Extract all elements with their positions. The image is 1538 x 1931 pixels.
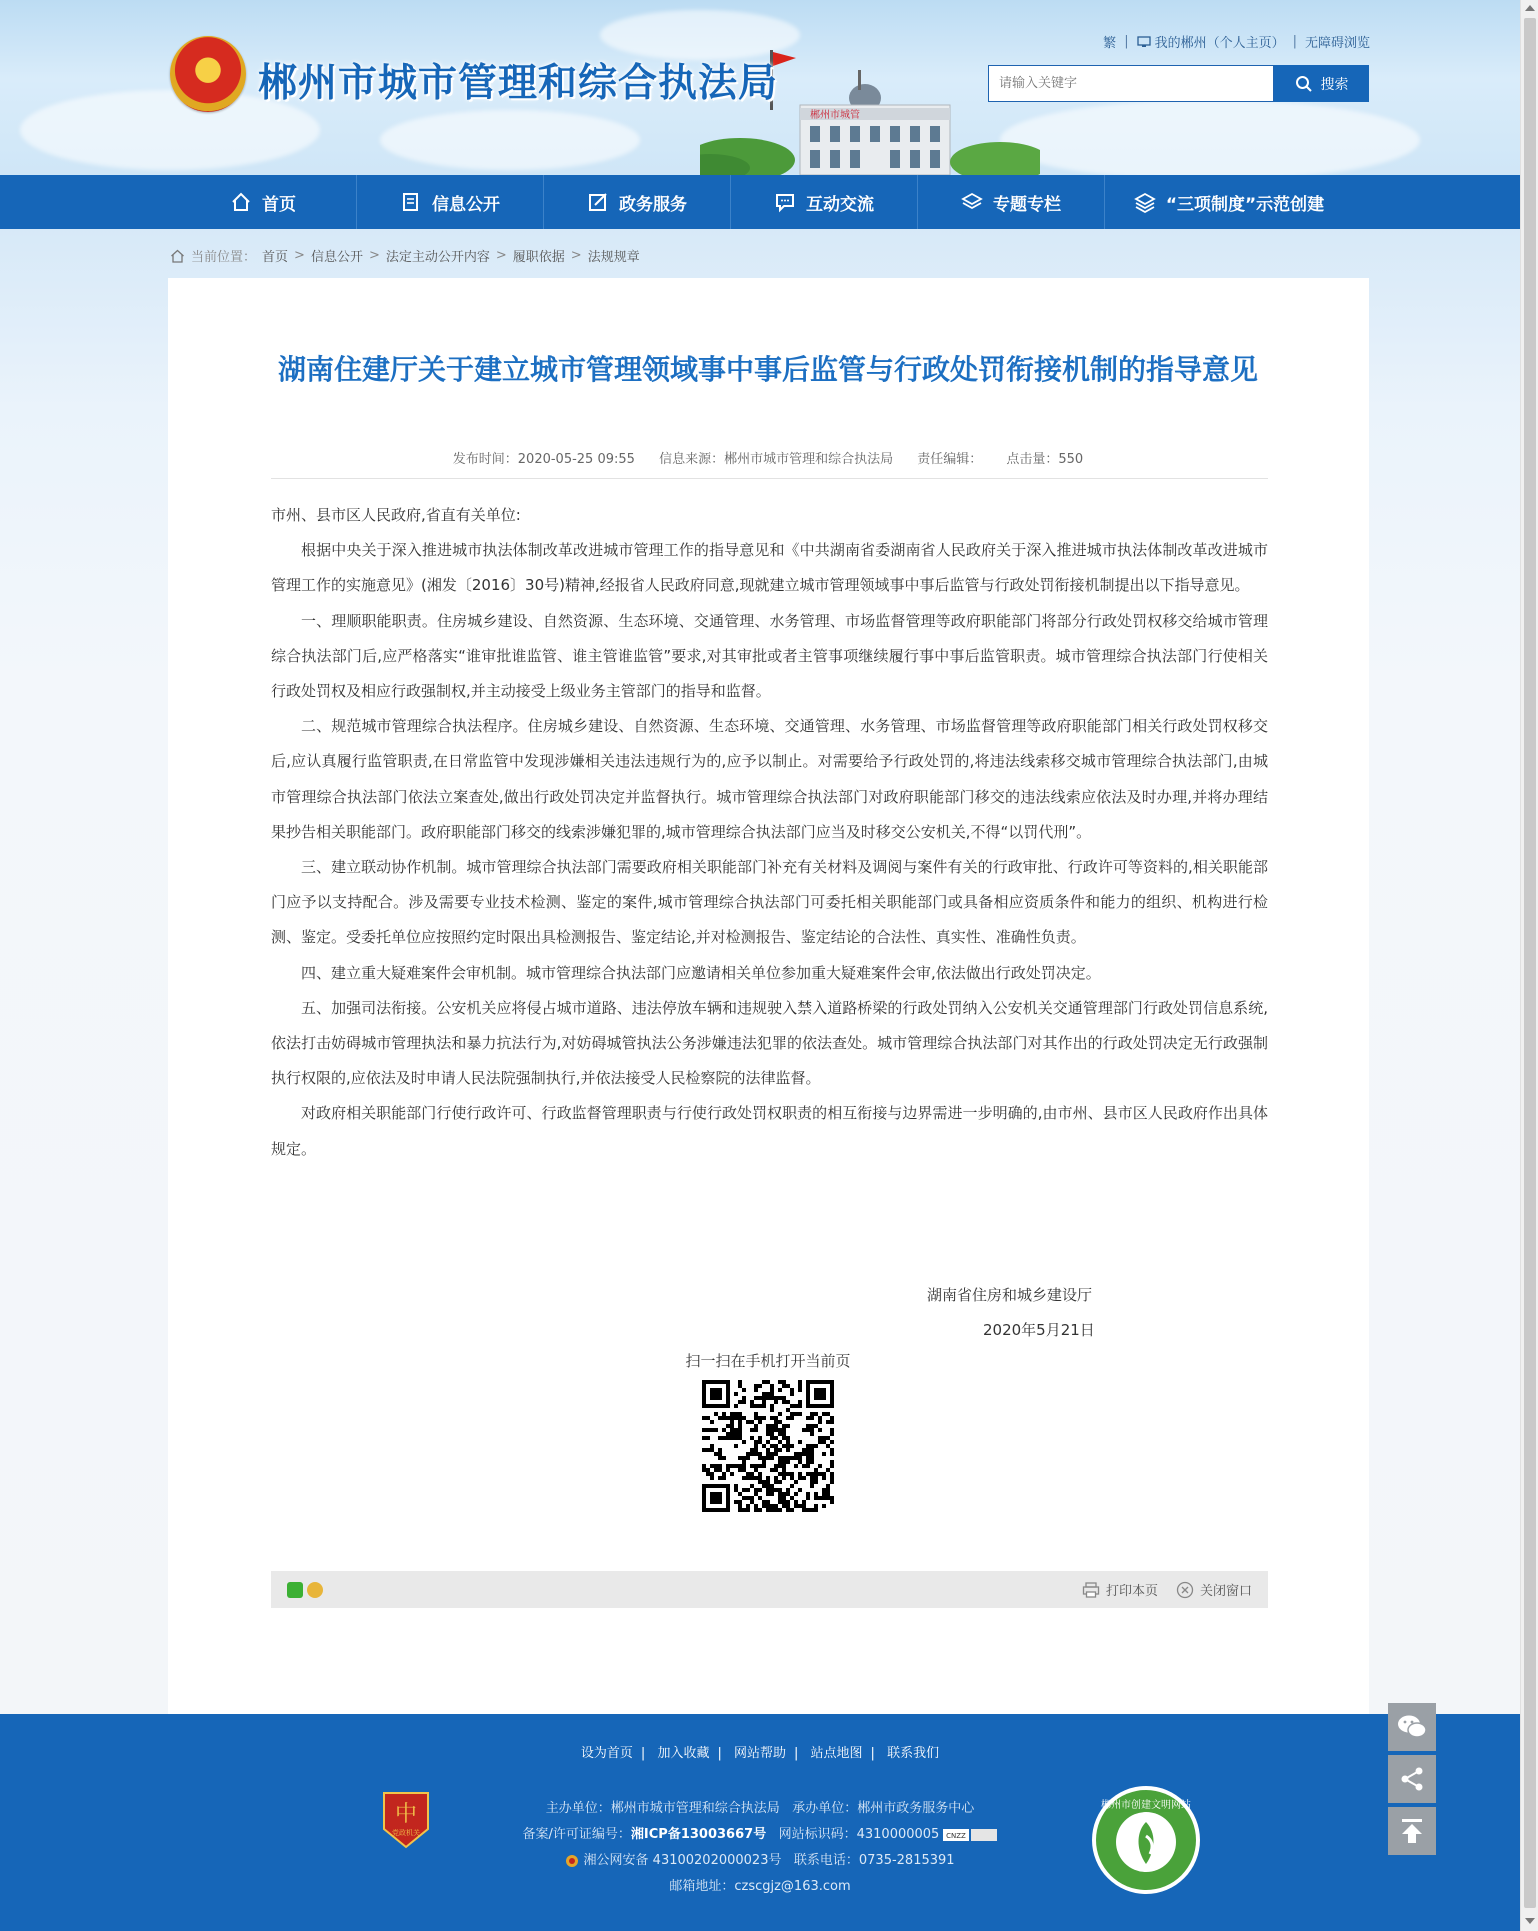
nav-home-label: 首页 <box>262 194 296 215</box>
search-icon <box>1295 75 1313 93</box>
my-chenzhou-label: 我的郴州（个人主页） <box>1154 36 1285 51</box>
footer-link-sitemap[interactable]: 站点地图 <box>810 1746 863 1761</box>
wechat-float-button[interactable] <box>1388 1703 1436 1751</box>
weibo-share-icon[interactable] <box>307 1582 323 1598</box>
footer-icp-label: 备案/许可证编号： <box>522 1827 631 1842</box>
print-button[interactable] <box>1082 1580 1158 1599</box>
print-label: 打印本页 <box>1105 1584 1158 1599</box>
paragraph: 一、理顺职能职责。住房城乡建设、自然资源、生态环境、交通管理、水务管理、市场监督管理等政府职能部门将部分行政处罚权移交给城市管理综合执法部门后,应严格落实“谁审批谁监管、谁主管谁监管”要求,对其审批或者主管事项继续履行事中事后监管职责。城市管理综合执法部门行使相关行政处罚权及相应行政强制权,并主动接受上级业务主管部门的指导和监督。 <box>271 611 1268 701</box>
wechat-icon <box>1397 1714 1427 1740</box>
nav-government-services[interactable] <box>544 175 731 229</box>
responsible-editor: 责任编辑： <box>917 452 983 467</box>
footer-police-record[interactable]: 湘公网安备 43100202000023号 <box>583 1853 782 1868</box>
main-nav <box>0 175 1520 229</box>
paragraph: 对政府相关职能部门行使行政许可、行政监督管理职责与行使行政处罚权职责的相互衔接与边界需进一步明确的,由市州、县市区人民政府作出具体规定。 <box>271 1104 1268 1158</box>
home-icon <box>230 191 252 213</box>
search-bar <box>988 65 1369 102</box>
civilized-website-badge-icon[interactable] <box>1090 1784 1202 1896</box>
hit-count: 点击量：550 <box>1006 452 1084 467</box>
breadcrumb-item-info-disclosure[interactable]: 信息公开 <box>310 250 363 265</box>
party-government-badge-label: 党政机关 <box>392 1829 420 1837</box>
scroll-up-arrow-icon[interactable] <box>1525 5 1535 11</box>
footer-link-contact[interactable]: 联系我们 <box>887 1746 940 1761</box>
breadcrumb-item-statutory-content[interactable]: 法定主动公开内容 <box>385 250 490 265</box>
breadcrumb-separator: > <box>495 248 507 263</box>
paragraph: 根据中央关于深入推进城市执法体制改革改进城市管理工作的指导意见和《中共湖南省委湖南省人民政府关于深入推进城市执法体制改革改进城市管理工作的实施意见》(湘发〔2016〕30号)精神,经报省人民政府同意,现就建立城市管理领域事中事后监管与行政处罚衔接机制提出以下指导意见。 <box>271 541 1268 595</box>
search-button-label: 搜索 <box>1320 76 1349 93</box>
footer-link-set-homepage[interactable]: 设为首页 <box>580 1746 633 1761</box>
my-chenzhou-link[interactable] <box>1137 32 1285 51</box>
nav-government-services-label: 政务服务 <box>619 194 687 215</box>
qr-code-image <box>702 1380 834 1512</box>
breadcrumb-item-home[interactable]: 首页 <box>262 250 289 265</box>
info-source: 信息来源：郴州市城市管理和综合执法局 <box>659 452 894 467</box>
toolbar-actions <box>1082 1571 1252 1608</box>
separator: | <box>1292 34 1297 49</box>
share-icons <box>287 1582 323 1598</box>
nav-special-topics[interactable] <box>918 175 1105 229</box>
printer-icon <box>1082 1582 1100 1598</box>
home-icon <box>170 249 185 263</box>
footer-link-add-favorite[interactable]: 加入收藏 <box>657 1746 710 1761</box>
breadcrumb-item-regulations[interactable]: 法规规章 <box>587 250 640 265</box>
footer-links <box>0 1742 1520 1761</box>
footer <box>0 1714 1520 1931</box>
site-title[interactable]: 郴州市城市管理和综合执法局 <box>258 61 779 106</box>
breadcrumb-separator: > <box>570 248 582 263</box>
article-container <box>168 278 1369 1715</box>
nav-special-topics-label: 专题专栏 <box>993 194 1061 215</box>
national-emblem-icon <box>170 36 246 112</box>
footer-police-line <box>0 1848 1520 1874</box>
search-input[interactable] <box>988 65 1274 102</box>
separator: | <box>1124 34 1129 49</box>
edit-icon <box>587 191 609 213</box>
document-icon <box>400 191 422 213</box>
article-body <box>271 498 1268 1167</box>
article-title: 湖南住建厅关于建立城市管理领域事中事后监管与行政处罚衔接机制的指导意见 <box>277 353 1258 386</box>
signature: 湖南省住房和城乡建设厅 <box>927 1286 1093 1304</box>
share-icon <box>1398 1765 1426 1793</box>
svg-text:中: 中 <box>394 1802 418 1827</box>
article-meta <box>268 448 1268 467</box>
layers-icon <box>1134 191 1156 213</box>
close-window-button[interactable] <box>1176 1580 1252 1599</box>
cnzz-badge-icon[interactable] <box>943 1829 997 1841</box>
footer-undertaker: 承办单位：郴州市政务服务中心 <box>792 1801 975 1816</box>
footer-icp[interactable]: 湘ICP备13003667号 <box>630 1827 767 1842</box>
footer-icp-line <box>0 1822 1520 1848</box>
salutation: 市州、县市区人民政府,省直有关单位: <box>271 506 521 524</box>
nav-three-systems[interactable] <box>1105 175 1353 229</box>
footer-phone: 联系电话：0735-2815391 <box>793 1853 955 1868</box>
footer-host: 主办单位：郴州市城市管理和综合执法局 <box>545 1801 780 1816</box>
floating-side-buttons <box>1388 1703 1436 1859</box>
separator: | <box>717 1746 722 1761</box>
separator: | <box>870 1746 875 1761</box>
accessibility-link[interactable]: 无障碍浏览 <box>1304 36 1370 51</box>
paragraph: 二、规范城市管理综合执法程序。住房城乡建设、自然资源、生态环境、交通管理、水务管理、市场监督管理等政府职能部门相关行政处罚权移交后,应认真履行监管职责,在日常监管中发现涉嫌相关违法违规行为的,应予以制止。对需要给予行政处罚的,将违法线索移交城市管理综合执法部门,由城市管理综合执法部门依法立案查处,做出行政处罚决定并监督执行。城市管理综合执法部门对政府职能部门移交的违法线索应依法及时办理,并将办理结果抄告相关职能部门。政府职能部门移交的线索涉嫌犯罪的,城市管理综合执法部门应当及时移交公安机关,不得“以罚代刑”。 <box>271 717 1268 841</box>
article-toolbar <box>271 1571 1268 1608</box>
signature-date: 2020年5月21日 <box>983 1321 1095 1339</box>
breadcrumb-separator: > <box>368 248 380 263</box>
footer-info <box>0 1796 1520 1900</box>
traditional-chinese-link[interactable]: 繁 <box>1103 36 1117 51</box>
back-to-top-button[interactable] <box>1388 1807 1436 1855</box>
paragraph: 四、建立重大疑难案件会审机制。城市管理综合执法部门应邀请相关单位参加重大疑难案件会审,依法做出行政处罚决定。 <box>301 963 1101 982</box>
share-float-button[interactable] <box>1388 1755 1436 1803</box>
nav-info-disclosure-label: 信息公开 <box>432 194 500 215</box>
publish-time: 发布时间：2020-05-25 09:55 <box>452 452 635 467</box>
breadcrumb <box>170 246 640 265</box>
nav-interaction[interactable] <box>731 175 918 229</box>
footer-site-code: 网站标识码：4310000005 <box>778 1827 940 1842</box>
chat-icon <box>774 191 796 213</box>
breadcrumb-label: 当前位置： <box>191 250 257 265</box>
police-badge-icon <box>565 1854 579 1868</box>
wechat-share-icon[interactable] <box>287 1582 303 1598</box>
nav-info-disclosure[interactable] <box>357 175 544 229</box>
divider <box>271 478 1268 479</box>
paragraph: 三、建立联动协作机制。城市管理综合执法部门需要政府相关职能部门补充有关材料及调阅与案件有关的行政审批、行政许可等资料的,相关职能部门应予以支持配合。涉及需要专业技术检测、鉴定的案件,城市管理综合执法部门可委托相关职能部门或具备相应资质条件和能力的组织、机构进行检测、鉴定。受委托单位应按照约定时限出具检测报告、鉴定结论,并对检测报告、鉴定结论的合法性、真实性、准确性负责。 <box>271 858 1268 947</box>
monitor-icon <box>1137 36 1151 48</box>
footer-link-help[interactable]: 网站帮助 <box>733 1746 786 1761</box>
separator: | <box>640 1746 646 1761</box>
civilized-website-badge-label: 郴州市创建文明网站 <box>1101 1800 1191 1811</box>
qr-label: 扫一扫在手机打开当前页 <box>685 1352 851 1370</box>
svg-text:郴州市城管: 郴州市城管 <box>810 110 860 121</box>
page-scrollbar[interactable] <box>1520 0 1538 1931</box>
nav-home[interactable] <box>170 175 357 229</box>
breadcrumb-item-duty-basis[interactable]: 履职依据 <box>512 250 565 265</box>
scroll-down-arrow-icon[interactable] <box>1525 1918 1535 1924</box>
arrow-up-icon <box>1399 1817 1425 1845</box>
close-window-label: 关闭窗口 <box>1199 1584 1252 1599</box>
footer-host-line <box>0 1796 1520 1822</box>
close-icon <box>1176 1581 1194 1599</box>
search-button[interactable] <box>1274 65 1369 102</box>
top-links <box>1103 32 1370 51</box>
nav-three-systems-label: “三项制度”示范创建 <box>1165 194 1325 215</box>
svg-text:CNZZ: CNZZ <box>946 1831 967 1840</box>
paragraph: 五、加强司法衔接。公安机关应将侵占城市道路、违法停放车辆和违规驶入禁入道路桥梁的行政处罚纳入公安机关交通管理部门行政处罚信息系统,依法打击妨碍城市管理执法和暴力抗法行为,对妨碍城管执法公务涉嫌违法犯罪的依法查处。城市管理综合执法部门对其作出的行政处罚决定无行政强制执行权限的,应依法及时申请人民法院强制执行,并依法接受人民检察院的法律监督。 <box>271 998 1268 1088</box>
footer-email: 邮箱地址：czscgjz@163.com <box>669 1879 851 1894</box>
scrollbar-thumb[interactable] <box>1524 18 1536 1908</box>
nav-interaction-label: 互动交流 <box>806 194 874 215</box>
separator: | <box>794 1746 799 1761</box>
layers-icon <box>961 191 983 213</box>
breadcrumb-separator: > <box>294 248 305 263</box>
